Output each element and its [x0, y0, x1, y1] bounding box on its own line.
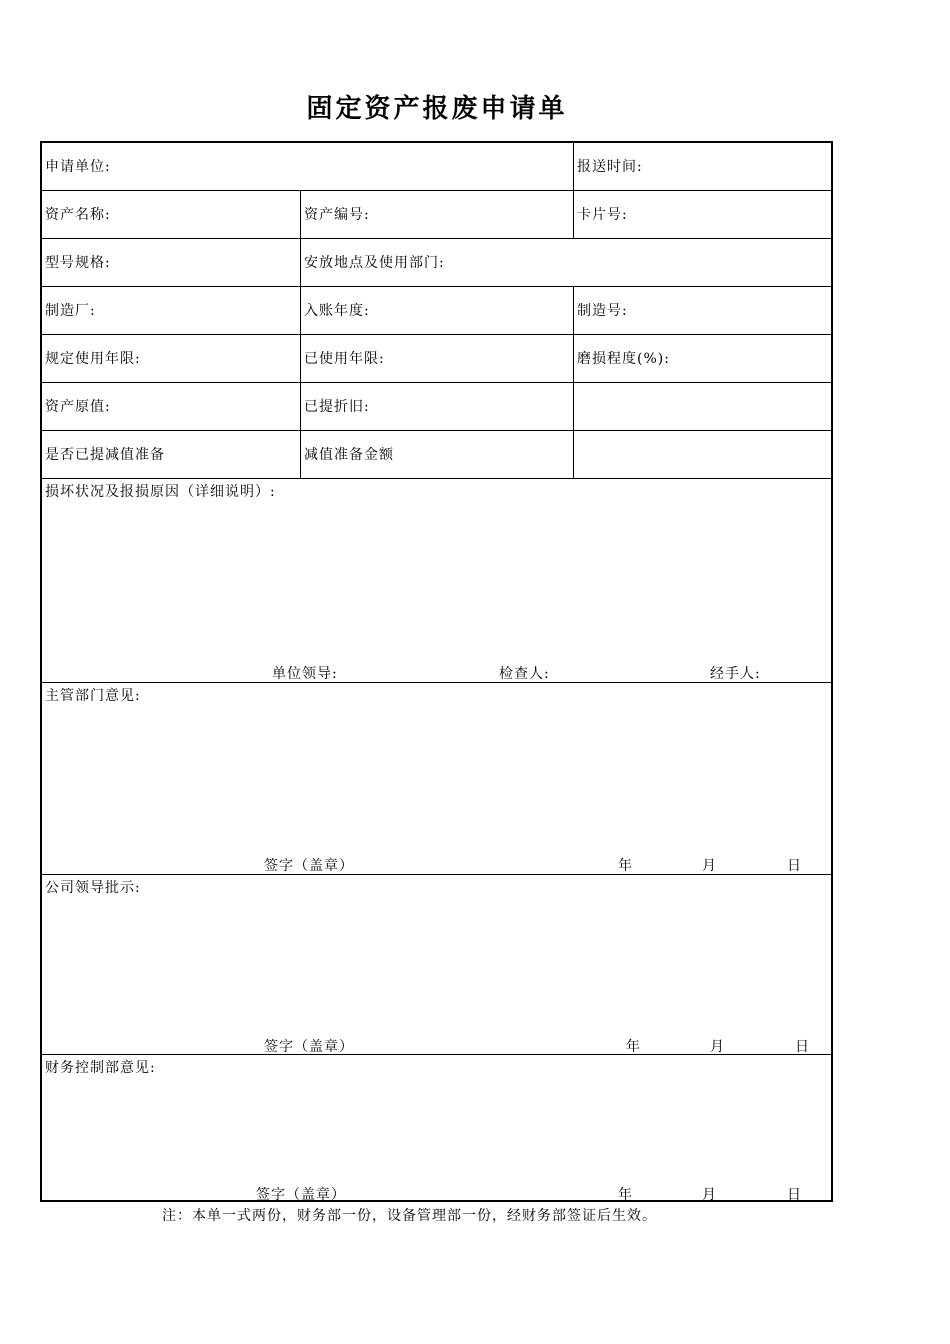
row-impairment [42, 431, 831, 479]
finance-opinion-section[interactable] [42, 1055, 831, 1202]
depreciation-field[interactable]: 已提折旧: [300, 383, 573, 430]
impairment-flag-field[interactable]: 是否已提减值准备 [45, 446, 165, 463]
row-original-value [42, 383, 831, 431]
year-label: 年 [618, 858, 633, 874]
model-spec-field[interactable]: 型号规格: [45, 254, 111, 271]
day-label: 日 [795, 1039, 810, 1055]
row-manufacturer [42, 287, 831, 335]
damage-section[interactable] [42, 479, 831, 683]
day-label: 日 [787, 1187, 802, 1203]
original-value-field[interactable]: 资产原值: [45, 398, 111, 415]
company-approval-label: 公司领导批示: [45, 880, 141, 896]
signature-label: 签字（盖章） [256, 1187, 346, 1203]
service-life-field[interactable]: 规定使用年限: [45, 350, 141, 367]
card-number-field[interactable]: 卡片号: [573, 191, 831, 238]
inspector-label: 检查人: [499, 666, 550, 682]
month-label: 月 [702, 1187, 717, 1203]
signature-label: 签字（盖章） [264, 1039, 354, 1055]
impairment-amount-field[interactable]: 减值准备金额 [300, 431, 573, 478]
year-label: 年 [626, 1039, 641, 1055]
dept-opinion-section[interactable] [42, 683, 831, 875]
dept-opinion-label: 主管部门意见: [45, 688, 141, 704]
year-label: 年 [618, 1187, 633, 1203]
apply-unit-field[interactable]: 申请单位: [45, 158, 111, 175]
finance-opinion-label: 财务控制部意见: [45, 1060, 156, 1076]
wear-degree-field[interactable]: 磨损程度(%): [573, 335, 831, 382]
month-label: 月 [710, 1039, 725, 1055]
footnote: 注：本单一式两份，财务部一份，设备管理部一份，经财务部签证后生效。 [162, 1208, 657, 1224]
row-model [42, 239, 831, 287]
row-service-life [42, 335, 831, 383]
signature-label: 签字（盖章） [264, 858, 354, 874]
used-years-field[interactable]: 已使用年限: [300, 335, 573, 382]
report-time-field[interactable]: 报送时间: [573, 143, 831, 190]
handler-label: 经手人: [710, 666, 761, 682]
manufacturer-field[interactable]: 制造厂: [45, 302, 96, 319]
entry-year-field[interactable]: 入账年度: [300, 287, 573, 334]
company-approval-section[interactable] [42, 875, 831, 1055]
damage-label: 损坏状况及报损原因（详细说明）: [45, 484, 276, 500]
asset-name-field[interactable]: 资产名称: [45, 206, 111, 223]
row-asset-name [42, 191, 831, 239]
manufacture-number-field[interactable]: 制造号: [573, 287, 831, 334]
month-label: 月 [702, 858, 717, 874]
form-title: 固定资产报废申请单 [306, 94, 568, 124]
location-dept-field[interactable]: 安放地点及使用部门: [300, 239, 831, 286]
day-label: 日 [787, 858, 802, 874]
row-apply-unit [42, 143, 831, 191]
unit-leader-label: 单位领导: [272, 666, 338, 682]
asset-number-field[interactable]: 资产编号: [300, 191, 573, 238]
empty-cell[interactable] [573, 431, 831, 478]
asset-scrap-form [40, 141, 833, 1202]
empty-cell[interactable] [573, 383, 831, 430]
